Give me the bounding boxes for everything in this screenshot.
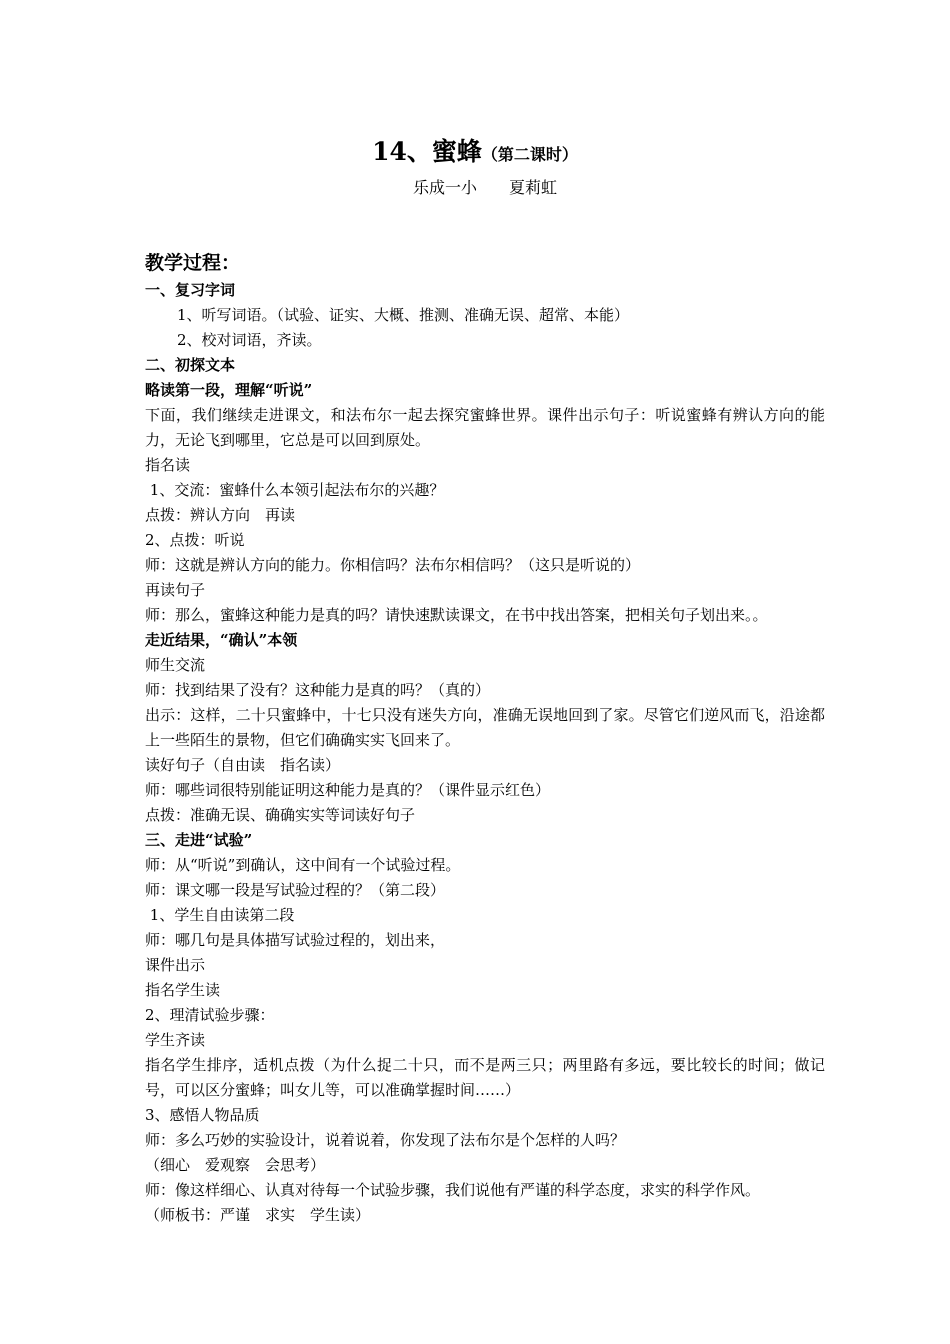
lesson-lines <box>145 278 825 1228</box>
text-line: 点拨：准确无误、确确实实等词读好句子 <box>145 806 416 824</box>
section-subheading: 走近结果，“确认”本领 <box>145 631 298 649</box>
text-line: 指名学生排序，适机点拨（为什么捉二十只，而不是两三只；两里路有多远，要比较长的时间；做记号，可以区分蜜蜂；叫女儿等，可以准确掌握时间……） <box>145 1056 825 1099</box>
title-main: 14、蜜蜂 <box>372 137 482 166</box>
text-line: 读好句子（自由读 指名读） <box>145 756 341 774</box>
text-line: 2、点拨：听说 <box>145 531 245 549</box>
section-subheading: 略读第一段，理解“听说” <box>145 381 313 399</box>
text-line: （师板书：严谨 求实 学生读） <box>145 1206 371 1224</box>
text-line: 师：像这样细心、认真对待每一个试验步骤，我们说他有严谨的科学态度，求实的科学作风。 <box>145 1181 761 1199</box>
text-line: 1、听写词语。（试验、证实、大概、推测、准确无误、超常、本能） <box>177 306 630 324</box>
text-line: 师：哪些词很特别能证明这种能力是真的？（课件显示红色） <box>145 781 551 799</box>
document-body <box>145 250 825 1228</box>
text-line: 师：那么，蜜蜂这种能力是真的吗？请快速默读课文，在书中找出答案，把相关句子划出来。。 <box>145 606 768 624</box>
text-line: 师：找到结果了没有？这种能力是真的吗？（真的） <box>145 681 491 699</box>
text-line: 师：多么巧妙的实验设计，说着说着，你发现了法布尔是个怎样的人吗？ <box>145 1131 626 1149</box>
text-line: 下面，我们继续走进课文，和法布尔一起去探究蜜蜂世界。课件出示句子：听说蜜蜂有辨认方向的能力，无论飞到哪里，它总是可以回到原处。 <box>145 406 825 449</box>
text-line: 点拨：辨认方向 再读 <box>145 506 296 524</box>
text-line: （细心 爱观察 会思考） <box>145 1156 326 1174</box>
text-line: 3、感悟人物品质 <box>145 1106 260 1124</box>
text-line: 1、交流：蜜蜂什么本领引起法布尔的兴趣？ <box>145 481 445 499</box>
text-line: 2、理清试验步骤： <box>145 1006 275 1024</box>
text-line: 师：这就是辨认方向的能力。你相信吗？法布尔相信吗？（这只是听说的） <box>145 556 641 574</box>
text-line: 2、校对词语，齐读。 <box>177 331 322 349</box>
text-line: 课件出示 <box>145 956 206 974</box>
text-line: 师：从“听说”到确认，这中间有一个试验过程。 <box>145 856 461 874</box>
text-line: 师：课文哪一段是写试验过程的？（第二段） <box>145 881 446 899</box>
title-sub: （第二课时） <box>481 145 578 164</box>
section-subheading: 三、走进“试验” <box>145 831 253 849</box>
text-line: 学生齐读 <box>145 1031 206 1049</box>
author-line: 乐成一小 夏莉虹 <box>413 178 558 197</box>
text-line: 1、学生自由读第二段 <box>145 906 295 924</box>
text-line: 师：哪几句是具体描写试验过程的，划出来， <box>145 931 446 949</box>
text-line: 指名学生读 <box>145 981 221 999</box>
section-subheading: 二、初探文本 <box>145 356 236 374</box>
text-line: 再读句子 <box>145 581 206 599</box>
section-heading: 教学过程： <box>145 252 241 274</box>
text-line: 出示：这样，二十只蜜蜂中，十七只没有迷失方向，准确无误地回到了家。尽管它们逆风而飞，沿途都上一些陌生的景物，但它们确确实实飞回来了。 <box>145 706 825 749</box>
document-title <box>0 132 950 168</box>
section-subheading: 一、复习字词 <box>145 281 236 299</box>
text-line: 指名读 <box>145 456 191 474</box>
text-line: 师生交流 <box>145 656 206 674</box>
